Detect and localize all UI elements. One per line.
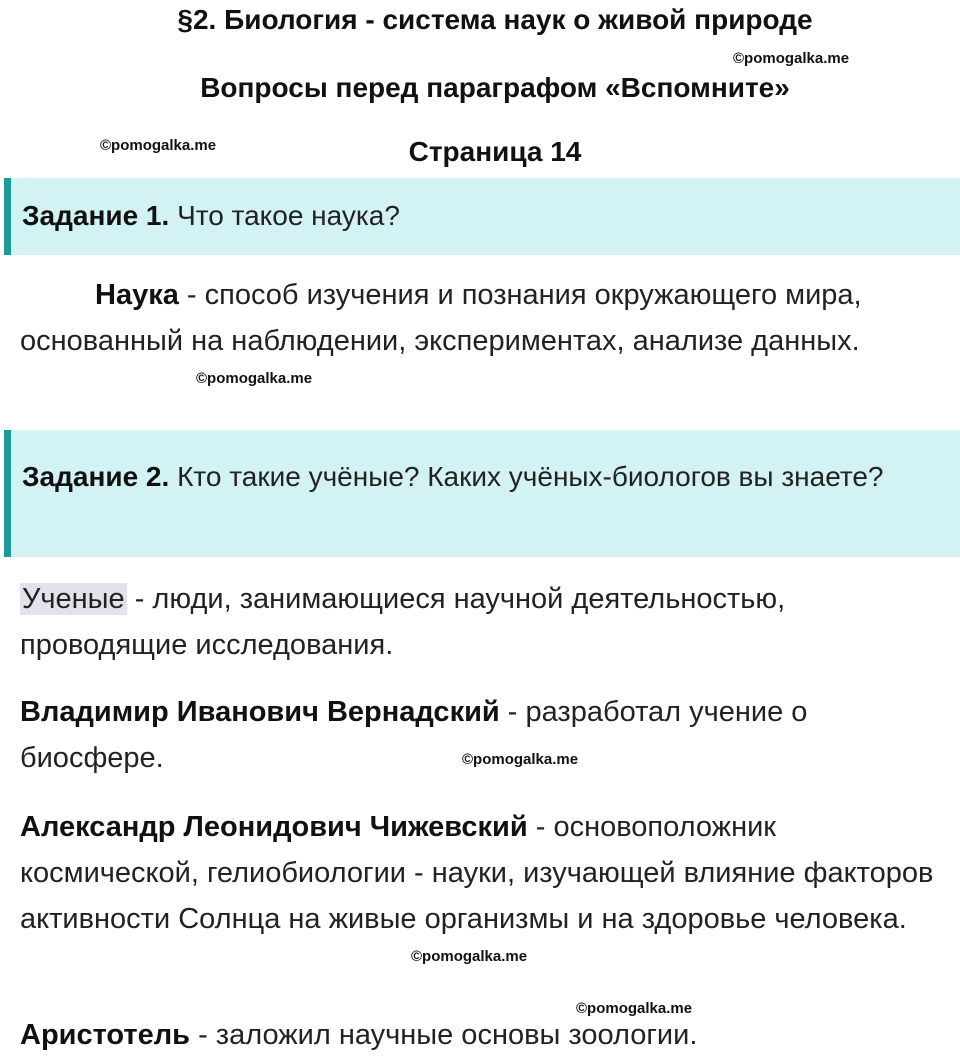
watermark: ©pomogalka.me [462, 751, 579, 768]
section-subtitle: Вопросы перед параграфом «Вспомните» [200, 72, 790, 103]
watermark: ©pomogalka.me [196, 370, 313, 387]
scientist-3 [20, 1012, 955, 1058]
task-2-question: Кто такие учёные? Каких учёных-биологов вы знаете? [177, 461, 884, 492]
answer-1-term: Наука [95, 279, 179, 311]
watermark: ©pomogalka.me [733, 50, 850, 67]
task-2-box [4, 430, 960, 557]
scientist-2 [20, 804, 955, 942]
answer-1 [20, 272, 955, 364]
watermark: ©pomogalka.me [411, 948, 528, 965]
task-2-label: Задание 2. [22, 461, 170, 492]
task-1-question: Что такое наука? [177, 200, 400, 231]
scientist-description: - разработал учение о биосфере. [20, 696, 808, 774]
task-1-label: Задание 1. [22, 200, 170, 231]
answer-1-text: - способ изучения и познания окружающего мира, основанный на наблюдении, экспериментах, анализе данных. [20, 279, 862, 357]
page-title: §2. Биология - система наук о живой природе [177, 4, 813, 35]
answer-2-text: - люди, занимающиеся научной деятельностью, проводящие исследования. [20, 583, 786, 661]
highlighted-term: Ученые [22, 583, 125, 615]
scientist-description: - основоположник космической, гелиобиологии - науки, изучающей влияние факторов активности Солнца на живые организмы и на здоровье человека. [20, 811, 934, 935]
task-1-box [4, 178, 960, 255]
scientist-name: Александр Леонидович Чижевский [20, 811, 528, 843]
scientist-description: - заложил научные основы зоологии. [190, 1019, 698, 1051]
page-number: Страница 14 [408, 136, 582, 167]
watermark: ©pomogalka.me [576, 1000, 693, 1017]
scientist-name: Владимир Иванович Вернадский [20, 696, 500, 728]
watermark: ©pomogalka.me [100, 137, 217, 154]
answer-2 [20, 576, 955, 668]
scientist-name: Аристотель [20, 1019, 191, 1051]
